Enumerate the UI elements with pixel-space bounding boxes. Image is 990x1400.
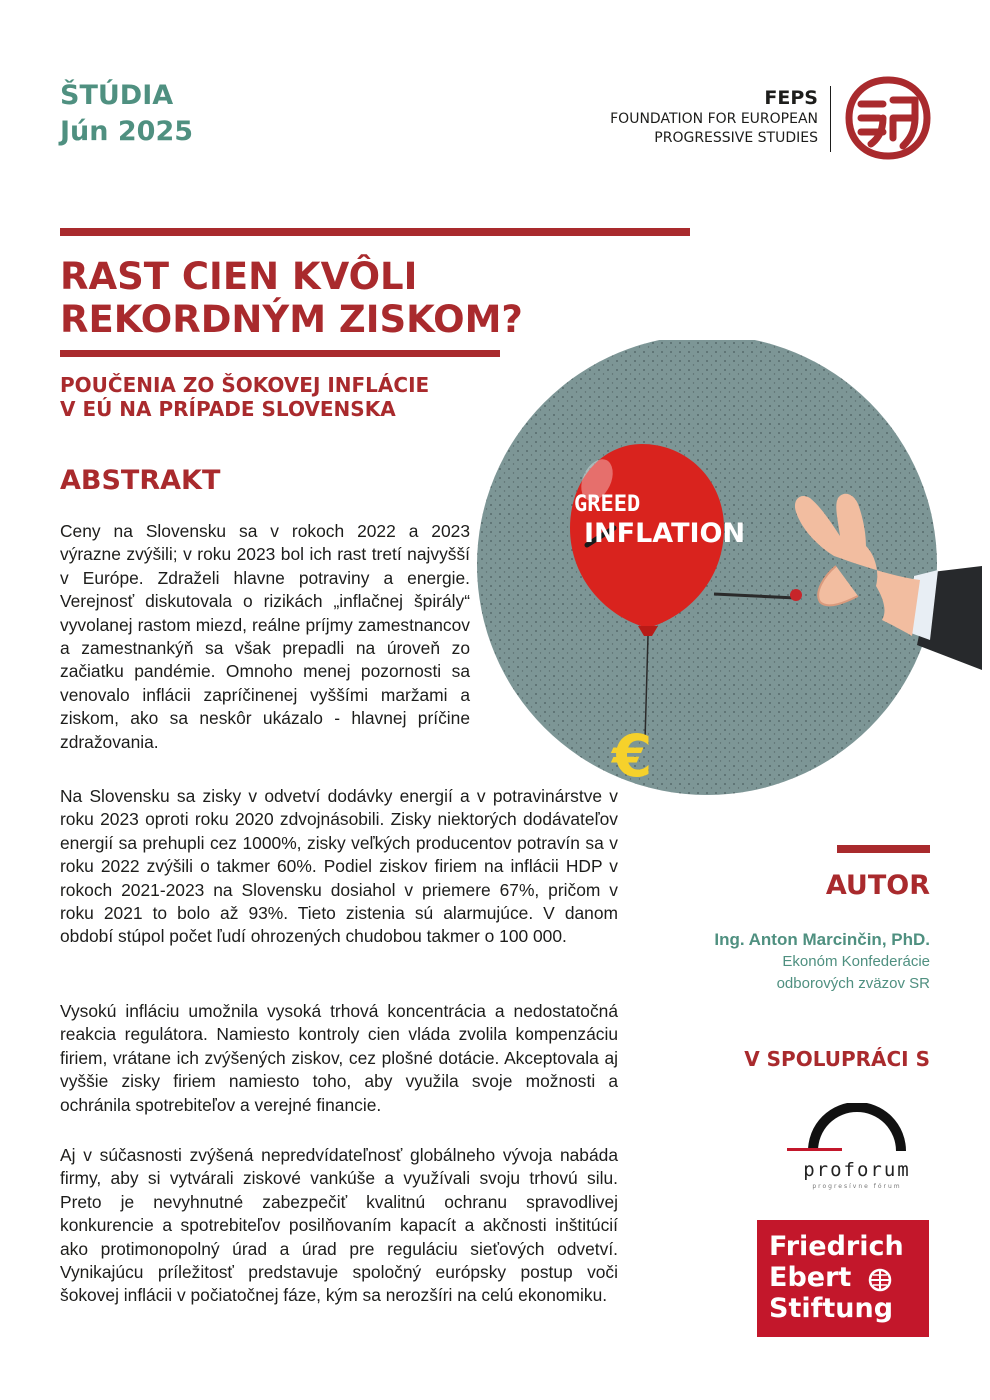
fes-word-2: Ebert (769, 1262, 852, 1293)
proforum-tagline: progresívne fórum (812, 1183, 902, 1190)
subtitle-line-1: POUČENIA ZO ŠOKOVEJ INFLÁCIE (60, 373, 430, 397)
fes-word-1: Friedrich (769, 1231, 904, 1262)
abstract-paragraph-1: Ceny na Slovensku sa v rokoch 2022 a 2023 výrazne zvýšili; v roku 2023 bol ich rast tretí najvyšší v Európe. Zdraželi hlavne potraviny a energie. Verejnosť diskutovala o rizikách „inflačnej špirály“ vyvolanej rastom miezd, reálne príjmy zamestnancov a zamestnankýň sa však prepadli na úroveň zo začiatku pandémie. Omnoho menej pozornosti sa venovalo inflácii zapríčinenej vyššími maržami a ziskom, ako sa neskôr ukázalo - hlavnej príčine zdražovania. (60, 521, 470, 752)
fes-globe-icon (867, 1267, 893, 1293)
date-label: Jún 2025 (60, 116, 194, 147)
euro-symbol-icon: € (612, 722, 653, 790)
author-affiliation (710, 951, 930, 995)
title-top-bar (60, 228, 690, 236)
proforum-logo-icon (785, 1103, 930, 1193)
feps-wordmark (610, 86, 818, 148)
fes-logo (757, 1220, 929, 1337)
abstract-paragraph-3: Vysokú infláciu umožnila vysoká trhová koncentrácia a nedostatočná reakcia regulátora. Namiesto kontroly cien vláda zvolila kompenzáciu firiem, vrátane ich zvýšených ziskov, cez plošné dotácie. Akceptovala aj vyššie zisky firiem namiesto toho, aby využila svoje možnosti a ochránila spotrebiteľov a verejné financie. (60, 1001, 618, 1115)
feps-full-name-line2: PROGRESSIVE STUDIES (654, 130, 818, 146)
abstract-paragraph-4: Aj v súčasnosti zvýšená nepredvídateľnosť globálneho vývoja nabáda firmy, aby si vytvárali ziskové vankúše a využívali svoju trhovú silu. Preto je nevyhnutné zabezpečiť kvalitnú ochranu spravodlivej konkurencie a spotrebiteľov posilňovaním kapacít a akčnosti inštitúcií ako protimonopolný úrad a úrad pre reguláciu sieťových odvetví. Vynikajúcu príležitosť predstavuje spoločný európsky postup voči šokovej inflácii v počiatočnej fáze, kým sa nerozšíri na celú ekonomiku. (60, 1145, 618, 1306)
fes-word-3: Stiftung (769, 1293, 894, 1324)
partners-heading: V SPOLUPRÁCI S (744, 1047, 930, 1071)
balloon-word-inflation: INFLATION (584, 518, 746, 549)
feps-separator (830, 86, 831, 152)
feps-short-name: FEPS (764, 87, 818, 109)
abstract-paragraph-2: Na Slovensku sa zisky v odvetví dodávky energií a v potravinárstve v roku 2023 oproti roku 2020 zdvojnásobili. Zisky niektorých dodávateľov energií sa prehupli cez 1000%, zisky veľkých producentov potravín sa v roku 2022 zvýšili o takmer 60%. Podiel ziskov firiem na inflácii HDP v rokoch 2021-2023 na Slovensku dosiahol v priemere 67%, pričom v roku 2021 to bolo až 93%. Tieto zistenia sú alarmujúce. V danom období stúpol počet ľudí ohrozených chudobou takmer o 100 000. (60, 786, 618, 947)
balloon-word-greed: GREED (574, 492, 641, 517)
author-affiliation-line1: Ekonóm Konfederácie (782, 953, 930, 970)
study-label: ŠTÚDIA (60, 80, 174, 111)
title-line-1: RAST CIEN KVÔLI (60, 255, 418, 298)
author-affiliation-line2: odborových zväzov SR (776, 975, 930, 992)
greedflation-illustration (462, 340, 982, 800)
page-title (60, 255, 700, 341)
feps-logo-icon (843, 74, 933, 162)
subtitle-line-2: V EÚ NA PRÍPADE SLOVENSKA (60, 397, 396, 421)
abstract-heading: ABSTRAKT (60, 465, 221, 496)
author-bar (837, 845, 930, 853)
author-name: Ing. Anton Marcinčin, PhD. (714, 930, 930, 949)
proforum-wordmark: proforum (803, 1159, 911, 1181)
document-type-label (60, 78, 193, 150)
author-heading: AUTOR (825, 870, 930, 901)
title-line-2: REKORDNÝM ZISKOM? (60, 298, 523, 341)
title-bottom-bar (60, 350, 500, 357)
feps-full-name-line1: FOUNDATION FOR EUROPEAN (610, 111, 818, 127)
